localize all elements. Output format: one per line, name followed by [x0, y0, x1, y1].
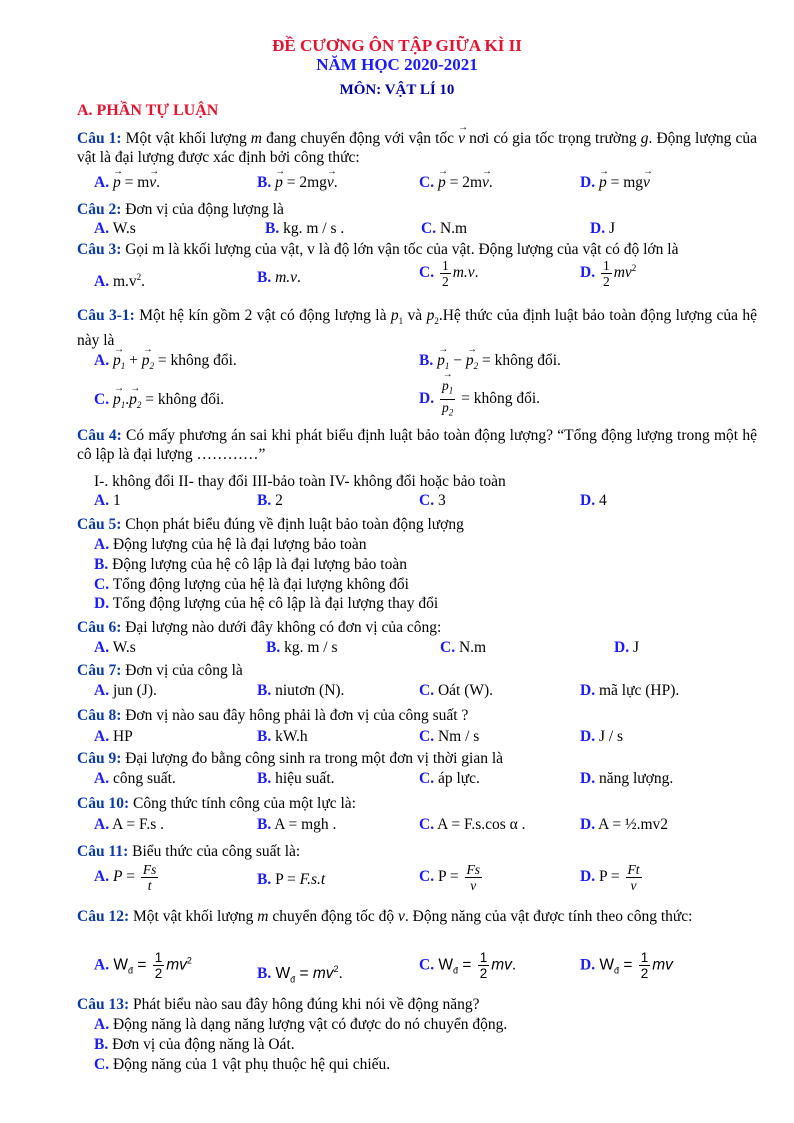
question-label: Câu 2:	[77, 201, 122, 218]
question-label: Câu 8:	[77, 707, 122, 724]
option-a[interactable]: A. jun (J).	[94, 682, 157, 699]
option-a[interactable]: A. W.s	[94, 220, 136, 237]
option-d[interactable]: D. Tổng động lượng của hệ cô lập là đại lượng thay đổi	[94, 595, 439, 612]
question-label: Câu 9:	[77, 750, 122, 767]
question-5: Câu 5: Chọn phát biểu đúng về định luật bảo toàn động lượng	[77, 516, 464, 533]
option-d[interactable]: D. 4	[580, 492, 607, 509]
option-a[interactable]: A. $W_đ$ = $\frac{1}{2}$ $mv^2$	[94, 950, 192, 981]
option-b[interactable]: B. A = mgh .	[257, 816, 337, 833]
school-year: NĂM HỌC 2020-2021	[316, 55, 478, 74]
question-label: Câu 12:	[77, 908, 130, 925]
question-label: Câu 3:	[77, 241, 122, 258]
option-a[interactable]: A. công suất.	[94, 770, 176, 787]
option-b[interactable]: B. m.v.	[257, 269, 301, 286]
question-3: Câu 3: Gọi m là kkối lượng của vật, v là độ lớn vận tốc của vật. Động lượng của vật có độ lớn là	[77, 241, 679, 258]
option-a[interactable]: A. $m.v^2$.	[94, 272, 146, 291]
option-b[interactable]: B. niutơn (N).	[257, 682, 345, 699]
question-6: Câu 6: Đại lượng nào dưới đây không có đơn vị của công:	[77, 619, 442, 636]
question-label: Câu 7:	[77, 662, 122, 679]
option-a[interactable]: A. Động năng là dạng năng lượng vật có được do nó chuyển động.	[94, 1016, 508, 1033]
option-a[interactable]: A. Động lượng của hệ là đại lượng bảo toàn	[94, 536, 367, 553]
option-a[interactable]: A. 1	[94, 492, 121, 509]
option-c[interactable]: C. A = F.s.cos α .	[419, 816, 526, 833]
option-d[interactable]: D. J	[590, 220, 615, 237]
option-b[interactable]: B. kW.h	[257, 728, 308, 745]
option-c[interactable]: C. $\frac{1}{2}$ m.v.	[419, 258, 479, 289]
option-b[interactable]: B. P = F.s.t	[257, 871, 326, 888]
question-9: Câu 9: Đại lượng đo bằng công sinh ra trong một đơn vị thời gian là	[77, 750, 504, 767]
option-d[interactable]: D. J	[614, 639, 639, 656]
option-c[interactable]: C. $W_đ$ = $\frac{1}{2}$ mv.	[419, 950, 517, 981]
option-d[interactable]: D. P = $\frac{Ft}{v}$	[580, 862, 640, 893]
option-c[interactable]: C. → p = 2m→ v.	[419, 173, 493, 192]
question-10: Câu 10: Công thức tính công của một lực là:	[77, 795, 356, 812]
option-a[interactable]: A. → p = m→ v.	[94, 173, 160, 192]
option-c[interactable]: C. Động năng của 1 vật phụ thuộc hệ qui chiếu.	[94, 1056, 391, 1073]
option-b[interactable]: B. Đơn vị của động năng là Oát.	[94, 1036, 295, 1053]
question-label: Câu 3-1:	[77, 307, 135, 324]
question-label: Câu 6:	[77, 619, 122, 636]
question-12: Câu 12: Một vật khối lượng m chuyển động tốc độ v. Động năng của vật được tính theo công thức:	[77, 908, 693, 925]
option-d[interactable]: D. → $\frac{p_1}{p_2}$ = không đổi.	[419, 378, 540, 420]
question-label: Câu 4:	[77, 427, 122, 444]
option-c[interactable]: C. áp lực.	[419, 770, 480, 787]
option-d[interactable]: D. $W_đ$ = $\frac{1}{2}$ mv	[580, 950, 673, 981]
option-d[interactable]: D. $\frac{1}{2}$ $mv^2$	[580, 258, 637, 289]
option-c[interactable]: C. Tổng động lượng của hệ là đại lượng không đổi	[94, 576, 409, 593]
option-c[interactable]: C. Oát (W).	[419, 682, 494, 699]
option-d[interactable]: D. J / s	[580, 728, 624, 745]
option-d[interactable]: D. A = ½.mv2	[580, 816, 668, 833]
option-a[interactable]: A. A = F.s .	[94, 816, 164, 833]
question-1: Câu 1: Một vật khối lượng m đang chuyển động với vận tốc → v nơi có gia tốc trọng trường g. Động lượng của vật là đại lượng được xác định bởi công thức:	[77, 129, 757, 167]
document-title: ĐỀ CƯƠNG ÔN TẬP GIỮA KÌ II	[272, 36, 522, 55]
option-a[interactable]: A. → $p_1$ + → $p_2$ = không đổi.	[94, 351, 237, 376]
question-label: Câu 1:	[77, 130, 122, 147]
option-a[interactable]: A. P = $\frac{Fs}{t}$	[94, 862, 157, 893]
option-b[interactable]: B. $W_đ = mv^2$.	[257, 964, 343, 985]
question-label: Câu 5:	[77, 516, 122, 533]
question-2: Câu 2: Đơn vị của động lượng là	[77, 201, 284, 218]
subject-title: MÔN: VẬT LÍ 10	[339, 82, 455, 98]
question-8: Câu 8: Đơn vị nào sau đây hông phải là đơn vị của công suất ?	[77, 707, 469, 724]
option-b[interactable]: B. kg. m / s	[266, 639, 338, 656]
option-a[interactable]: A. W.s	[94, 639, 136, 656]
option-c[interactable]: C. Nm / s	[419, 728, 480, 745]
option-b[interactable]: B. → $p_1$ − → $p_2$ = không đổi.	[419, 351, 561, 376]
question-label: Câu 13:	[77, 996, 130, 1013]
question-11: Câu 11: Biểu thức của công suất là:	[77, 843, 301, 860]
option-d[interactable]: D. mã lực (HP).	[580, 682, 680, 699]
option-b[interactable]: B. Động lượng của hệ cô lập là đại lượng bảo toàn	[94, 556, 407, 573]
question-7: Câu 7: Đơn vị của công là	[77, 662, 243, 679]
question-13: Câu 13: Phát biểu nào sau đây hông đúng khi nói về động năng?	[77, 996, 480, 1013]
option-a[interactable]: A. HP	[94, 728, 133, 745]
option-c[interactable]: C. 3	[419, 492, 446, 509]
option-b[interactable]: B. kg. m / s .	[265, 220, 345, 237]
question-label: Câu 11:	[77, 843, 129, 860]
question-4: Câu 4: Có mấy phương án sai khi phát biểu định luật bảo toàn động lượng? “Tổng động lượng trong một hệ cô lập là đại lượng …………”	[77, 427, 757, 463]
option-d[interactable]: D. → p = mg→ v	[580, 173, 650, 192]
option-b[interactable]: B. → p = 2mg→ v.	[257, 173, 338, 192]
option-b[interactable]: B. hiệu suất.	[257, 770, 335, 787]
option-b[interactable]: B. 2	[257, 492, 283, 509]
question-4-list: I-. không đổi II- thay đổi III-bảo toàn IV- không đổi hoặc bảo toàn	[94, 473, 506, 490]
question-3-1: Câu 3-1: Một hệ kín gồm 2 vật có động lượng là $p_1$ và $p_2.Hệ$ thức của định luật bảo toàn động lượng của hệ này là	[77, 307, 758, 350]
option-c[interactable]: C. → $p_1.\to p_2$ = không đổi.	[94, 390, 224, 415]
option-c[interactable]: C. N.m	[421, 220, 468, 237]
option-d[interactable]: D. năng lượng.	[580, 770, 674, 787]
option-c[interactable]: C. N.m	[440, 639, 487, 656]
option-c[interactable]: C. P = $\frac{Fs}{v}$	[419, 862, 480, 893]
section-heading: A. PHẦN TỰ LUẬN	[77, 102, 219, 119]
question-label: Câu 10:	[77, 795, 130, 812]
